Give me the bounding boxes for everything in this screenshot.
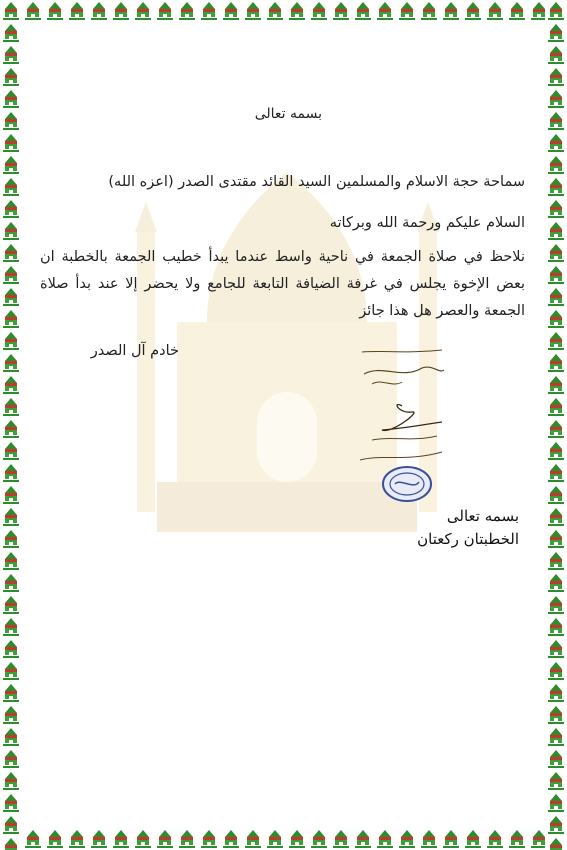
letter-recipient: سماحة حجة الاسلام والمسلمين السيد القائد مقتدى الصدر (اعزه الله) [108, 174, 525, 190]
note-line-1: بسمه تعالى [446, 507, 519, 525]
decorative-border-top [0, 0, 567, 22]
decorative-border-bottom [0, 828, 567, 850]
letter-greeting: السلام عليكم ورحمة الله وبركاته [329, 215, 525, 231]
decorative-border-left [0, 0, 22, 850]
letter-body: نلاحظ في صلاة الجمعة في ناحية واسط عندما يبدأ خطيب الجمعة بالخطبة ان بعض الإخوة يجلس في غرفة الضيافة التابعة للجامع ولا يحضر إلا عند بدأ صلاة الجمعة والعصر هل هذا جائز [40, 249, 525, 319]
letter-signature: خادم آل الصدر [90, 343, 179, 359]
note-line-2: الخطبتان ركعتان [417, 530, 519, 548]
letter-heading: بسمه تعالى [254, 106, 322, 122]
handwritten-reply-and-seal [352, 344, 452, 504]
decorative-border-right [545, 0, 567, 850]
handwritten-note-transcription [319, 505, 519, 551]
letter-page [22, 22, 545, 828]
